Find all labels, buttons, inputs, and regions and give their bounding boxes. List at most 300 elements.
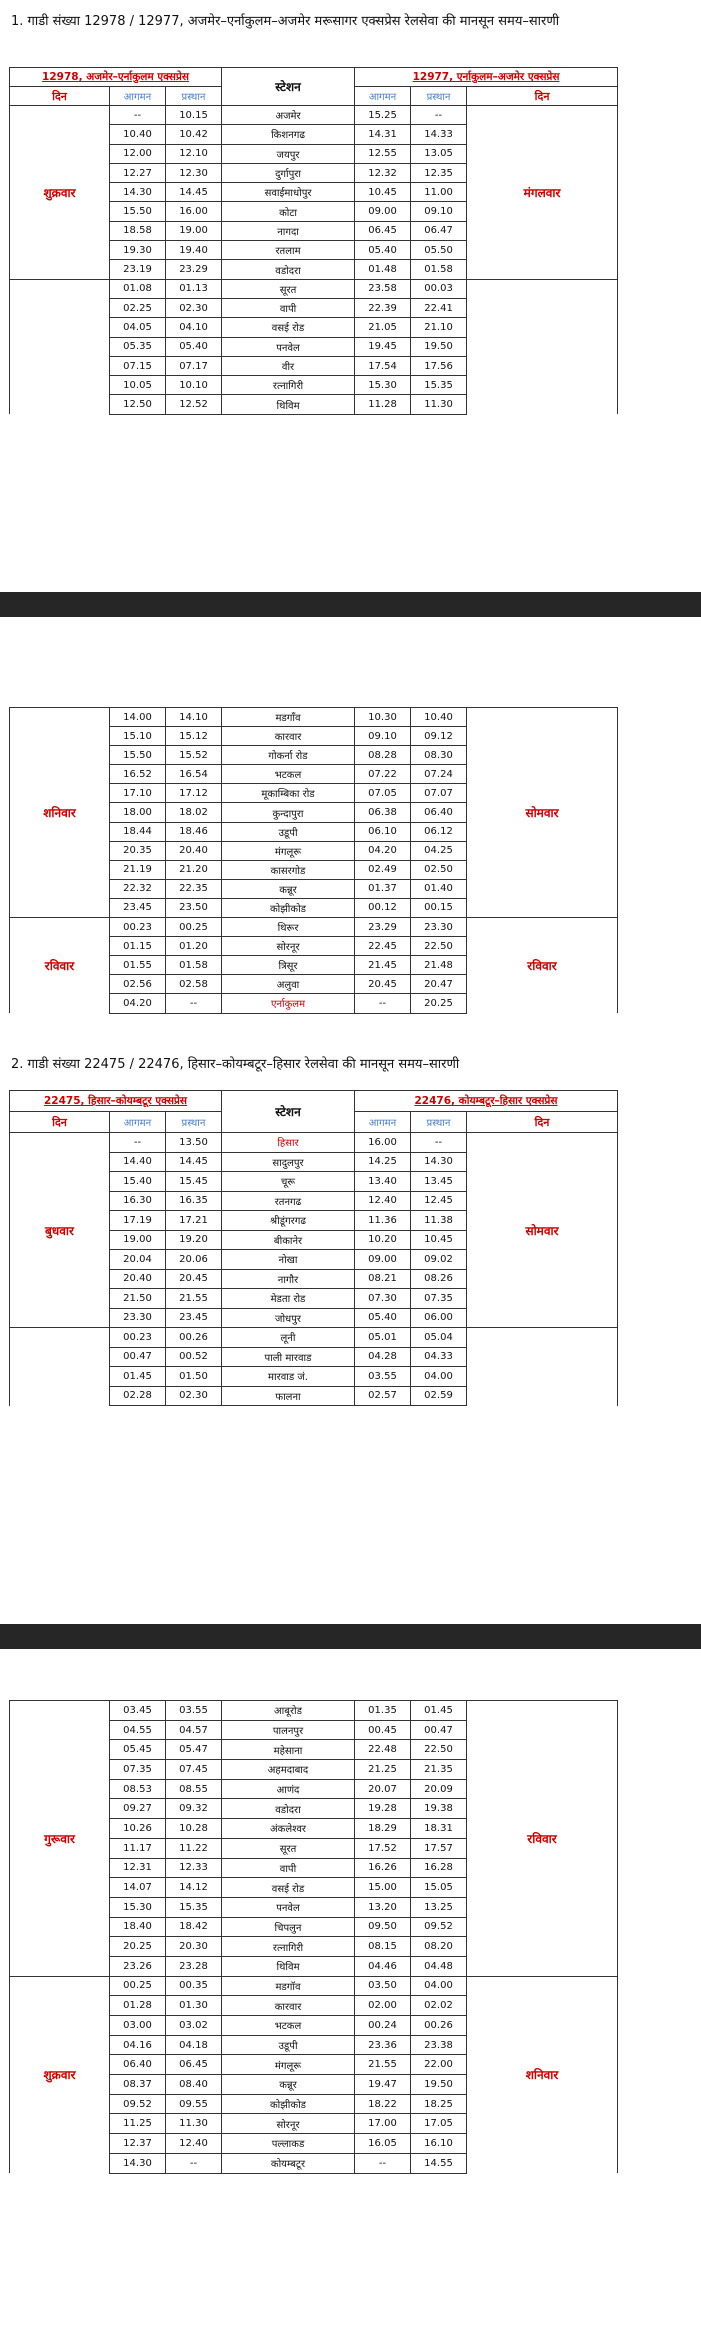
station-name-cell: थिविम xyxy=(222,395,355,414)
right-arrival-cell: 01.35 xyxy=(355,1701,411,1721)
right-departure-cell: 04.25 xyxy=(411,841,467,860)
right-departure-cell: 04.00 xyxy=(411,1976,467,1996)
station-name-cell: कोटा xyxy=(222,202,355,221)
left-departure-cell: 00.26 xyxy=(166,1328,222,1348)
table-row xyxy=(10,1976,618,1996)
right-departure-cell: 07.24 xyxy=(411,765,467,784)
station-name-cell: वापी xyxy=(222,1858,355,1878)
right-departure-cell: 06.00 xyxy=(411,1308,467,1328)
station-name-cell: मंगलूरू xyxy=(222,841,355,860)
station-name-cell: जयपुर xyxy=(222,144,355,163)
left-arrival-cell: 20.25 xyxy=(110,1937,166,1957)
left-departure-cell: 18.42 xyxy=(166,1917,222,1937)
station-name-cell: कन्नूर xyxy=(222,2075,355,2095)
right-departure-cell: 08.20 xyxy=(411,1937,467,1957)
left-day-header: दिन xyxy=(10,87,110,106)
station-header: स्टेशन xyxy=(222,68,355,106)
right-arrival-cell: 08.15 xyxy=(355,1937,411,1957)
right-arrival-cell: 07.22 xyxy=(355,765,411,784)
station-name-cell: सूरत xyxy=(222,279,355,298)
station-name-cell: दुर्गापुरा xyxy=(222,163,355,182)
left-arrival-cell: 19.00 xyxy=(110,1230,166,1250)
right-departure-cell: 16.10 xyxy=(411,2134,467,2154)
left-departure-cell: 19.00 xyxy=(166,221,222,240)
left-departure-cell: 11.22 xyxy=(166,1838,222,1858)
station-name-cell: कासरगोड xyxy=(222,860,355,879)
station-name-cell: अलुवा xyxy=(222,975,355,994)
right-arrival-cell: 08.21 xyxy=(355,1269,411,1289)
right-departure-cell: 11.38 xyxy=(411,1211,467,1231)
right-departure-cell: 11.00 xyxy=(411,183,467,202)
left-arrival-cell: 20.04 xyxy=(110,1250,166,1270)
left-departure-cell: 01.30 xyxy=(166,1996,222,2016)
left-departure-cell: 01.20 xyxy=(166,937,222,956)
right-arrival-cell: 21.25 xyxy=(355,1760,411,1780)
right-arrival-cell: 04.28 xyxy=(355,1347,411,1367)
left-arrival-cell: 21.50 xyxy=(110,1289,166,1309)
right-arrival-cell: 00.12 xyxy=(355,898,411,917)
left-departure-cell: 23.45 xyxy=(166,1308,222,1328)
station-name-cell: नागौर xyxy=(222,1269,355,1289)
station-name-cell: महेसाना xyxy=(222,1740,355,1760)
right-departure-cell: 08.26 xyxy=(411,1269,467,1289)
right-arrival-cell: 20.07 xyxy=(355,1779,411,1799)
left-arrival-cell: 23.45 xyxy=(110,898,166,917)
left-arrival-cell: 04.20 xyxy=(110,994,166,1013)
left-departure-cell: 23.29 xyxy=(166,260,222,279)
left-arrival-cell: 15.40 xyxy=(110,1172,166,1192)
right-departure-cell: 14.55 xyxy=(411,2153,467,2173)
right-departure-cell: 09.12 xyxy=(411,727,467,746)
right-arrival-cell: 12.55 xyxy=(355,144,411,163)
left-arrival-cell: 04.55 xyxy=(110,1720,166,1740)
table-row xyxy=(10,106,618,125)
station-name-cell: कारवार xyxy=(222,727,355,746)
left-arrival-cell: 07.35 xyxy=(110,1760,166,1780)
right-arrival-cell: 05.40 xyxy=(355,241,411,260)
right-arrival-cell: 02.00 xyxy=(355,1996,411,2016)
station-name-cell: वसई रोड xyxy=(222,1878,355,1898)
right-arrival-cell: -- xyxy=(355,2153,411,2173)
right-arrival-cell: 07.05 xyxy=(355,784,411,803)
station-name-cell: चूरू xyxy=(222,1172,355,1192)
left-arrival-cell: 20.35 xyxy=(110,841,166,860)
right-departure-cell: 01.45 xyxy=(411,1701,467,1721)
right-arrival-header: आगमन xyxy=(355,87,411,106)
station-name-cell: कुन्दापुरा xyxy=(222,803,355,822)
left-arrival-cell: 14.07 xyxy=(110,1878,166,1898)
right-arrival-cell: 17.52 xyxy=(355,1838,411,1858)
left-departure-cell: 03.55 xyxy=(166,1701,222,1721)
right-arrival-cell: 21.55 xyxy=(355,2055,411,2075)
right-arrival-cell: 03.55 xyxy=(355,1367,411,1387)
right-departure-cell: 17.57 xyxy=(411,1838,467,1858)
right-departure-cell: 01.40 xyxy=(411,879,467,898)
left-arrival-cell: 00.25 xyxy=(110,1976,166,1996)
left-arrival-cell: 15.10 xyxy=(110,727,166,746)
left-arrival-cell: 11.17 xyxy=(110,1838,166,1858)
left-arrival-cell: 10.26 xyxy=(110,1819,166,1839)
table-row xyxy=(10,708,618,727)
right-day-cell: सोमवार xyxy=(467,1133,618,1328)
station-name-cell: पल्लाकड xyxy=(222,2134,355,2154)
right-arrival-cell: 07.30 xyxy=(355,1289,411,1309)
right-arrival-cell: 22.48 xyxy=(355,1740,411,1760)
left-day-cell: शुक्रवार xyxy=(10,106,110,280)
left-arrival-cell: 05.45 xyxy=(110,1740,166,1760)
right-arrival-cell: 10.20 xyxy=(355,1230,411,1250)
left-arrival-cell: 15.30 xyxy=(110,1897,166,1917)
left-departure-cell: 23.50 xyxy=(166,898,222,917)
station-name-cell: मूकाम्बिका रोड xyxy=(222,784,355,803)
left-departure-cell: -- xyxy=(166,994,222,1013)
left-departure-header: प्रस्थान xyxy=(166,87,222,106)
left-arrival-cell: 12.37 xyxy=(110,2134,166,2154)
left-arrival-cell: 04.05 xyxy=(110,318,166,337)
right-departure-cell: 02.02 xyxy=(411,1996,467,2016)
left-arrival-cell: 14.40 xyxy=(110,1152,166,1172)
left-arrival-cell: 01.15 xyxy=(110,937,166,956)
left-departure-cell: 21.20 xyxy=(166,860,222,879)
right-departure-cell: 05.04 xyxy=(411,1328,467,1348)
right-arrival-cell: 21.05 xyxy=(355,318,411,337)
left-arrival-cell: 01.55 xyxy=(110,956,166,975)
left-arrival-cell: 19.30 xyxy=(110,241,166,260)
right-arrival-cell: 10.45 xyxy=(355,183,411,202)
left-departure-cell: 03.02 xyxy=(166,2016,222,2036)
right-departure-cell: 08.30 xyxy=(411,746,467,765)
left-arrival-cell: 11.25 xyxy=(110,2114,166,2134)
right-departure-cell: 14.33 xyxy=(411,125,467,144)
left-departure-cell: 10.10 xyxy=(166,376,222,395)
table-row xyxy=(10,1133,618,1153)
right-arrival-cell: 17.00 xyxy=(355,2114,411,2134)
left-day-header: दिन xyxy=(10,1112,110,1133)
left-arrival-cell: 09.52 xyxy=(110,2094,166,2114)
right-departure-cell: 06.12 xyxy=(411,822,467,841)
station-name-cell: वडोदरा xyxy=(222,260,355,279)
right-arrival-cell: 06.45 xyxy=(355,221,411,240)
station-name-cell: कोझीकोड xyxy=(222,2094,355,2114)
right-departure-cell: 15.35 xyxy=(411,376,467,395)
station-name-cell: सोरनूर xyxy=(222,937,355,956)
left-departure-cell: 19.20 xyxy=(166,1230,222,1250)
right-departure-cell: 21.10 xyxy=(411,318,467,337)
left-arrival-cell: 02.28 xyxy=(110,1386,166,1406)
right-arrival-cell: 22.39 xyxy=(355,298,411,317)
right-departure-cell: 18.25 xyxy=(411,2094,467,2114)
right-arrival-cell: 22.45 xyxy=(355,937,411,956)
left-arrival-cell: 15.50 xyxy=(110,746,166,765)
station-name-cell: मंगलूरू xyxy=(222,2055,355,2075)
station-name-cell: कोझीकोड xyxy=(222,898,355,917)
right-departure-cell: 16.28 xyxy=(411,1858,467,1878)
left-departure-cell: 09.32 xyxy=(166,1799,222,1819)
right-arrival-cell: 13.40 xyxy=(355,1172,411,1192)
left-departure-cell: 09.55 xyxy=(166,2094,222,2114)
section1-title: 1. गाडी संख्या 12978 / 12977, अजमेर–एर्नाकुलम–अजमेर मरूसागर एक्सप्रेस रेलसेवा की मानसून समय–सारणी xyxy=(11,14,560,29)
station-name-cell: आबूरोड xyxy=(222,1701,355,1721)
right-day-header: दिन xyxy=(467,1112,618,1133)
left-departure-cell: 01.58 xyxy=(166,956,222,975)
right-departure-cell: 04.33 xyxy=(411,1347,467,1367)
left-departure-cell: 00.52 xyxy=(166,1347,222,1367)
left-arrival-cell: 18.40 xyxy=(110,1917,166,1937)
timetable-12978-part2 xyxy=(9,707,618,1014)
timetable-12978-part1 xyxy=(9,67,618,415)
left-arrival-cell: 07.15 xyxy=(110,356,166,375)
station-header: स्टेशन xyxy=(222,1091,355,1133)
left-arrival-cell: 10.05 xyxy=(110,376,166,395)
timetable-22475-part2 xyxy=(9,1700,618,2174)
table-row xyxy=(10,279,618,298)
right-arrival-cell: -- xyxy=(355,994,411,1013)
right-day-cell: शनिवार xyxy=(467,1976,618,2173)
right-arrival-cell: 15.25 xyxy=(355,106,411,125)
left-arrival-cell: 15.50 xyxy=(110,202,166,221)
left-arrival-cell: 21.19 xyxy=(110,860,166,879)
left-departure-cell: 20.30 xyxy=(166,1937,222,1957)
left-departure-cell: 22.35 xyxy=(166,879,222,898)
left-arrival-cell: 18.44 xyxy=(110,822,166,841)
left-departure-cell: 07.45 xyxy=(166,1760,222,1780)
left-departure-cell: 07.17 xyxy=(166,356,222,375)
left-departure-cell: 23.28 xyxy=(166,1956,222,1976)
left-departure-cell: 02.58 xyxy=(166,975,222,994)
right-day-cell: मंगलवार xyxy=(467,106,618,280)
station-name-cell: कारवार xyxy=(222,1996,355,2016)
left-arrival-cell: 08.37 xyxy=(110,2075,166,2095)
right-departure-cell: 00.47 xyxy=(411,1720,467,1740)
right-arrival-cell: 11.36 xyxy=(355,1211,411,1231)
right-day-cell: रविवार xyxy=(467,1701,618,1977)
left-departure-cell: 12.40 xyxy=(166,2134,222,2154)
right-departure-cell: 20.47 xyxy=(411,975,467,994)
right-departure-cell: 00.03 xyxy=(411,279,467,298)
left-departure-cell: 16.00 xyxy=(166,202,222,221)
right-arrival-cell: 21.45 xyxy=(355,956,411,975)
left-departure-cell: 04.57 xyxy=(166,1720,222,1740)
station-name-cell: पालनपुर xyxy=(222,1720,355,1740)
station-name-cell: लूनी xyxy=(222,1328,355,1348)
right-arrival-cell: 04.46 xyxy=(355,1956,411,1976)
right-departure-cell: 18.31 xyxy=(411,1819,467,1839)
right-departure-cell: 19.38 xyxy=(411,1799,467,1819)
left-departure-cell: 14.45 xyxy=(166,183,222,202)
right-arrival-cell: 05.01 xyxy=(355,1328,411,1348)
section2-title: 2. गाडी संख्या 22475 / 22476, हिसार–कोयम्बटूर–हिसार रेलसेवा की मानसून समय–सारणी xyxy=(11,1057,460,1072)
station-name-cell: पनवेल xyxy=(222,337,355,356)
page-break-band xyxy=(0,592,701,617)
station-name-cell: नागदा xyxy=(222,221,355,240)
left-departure-cell: 16.54 xyxy=(166,765,222,784)
right-day-cell: रविवार xyxy=(467,918,618,1013)
left-arrival-cell: 01.28 xyxy=(110,1996,166,2016)
left-departure-cell: 04.18 xyxy=(166,2035,222,2055)
station-name-cell: सोरनूर xyxy=(222,2114,355,2134)
left-arrival-cell: 09.27 xyxy=(110,1799,166,1819)
left-departure-cell: 14.45 xyxy=(166,1152,222,1172)
right-arrival-cell: 10.30 xyxy=(355,708,411,727)
right-departure-cell: -- xyxy=(411,106,467,125)
left-departure-cell: -- xyxy=(166,2153,222,2173)
right-departure-cell: 12.45 xyxy=(411,1191,467,1211)
right-arrival-cell: 23.29 xyxy=(355,918,411,937)
station-name-cell: मडगॉव xyxy=(222,1976,355,1996)
right-departure-cell: 22.41 xyxy=(411,298,467,317)
right-arrival-cell: 09.00 xyxy=(355,1250,411,1270)
right-arrival-cell: 06.38 xyxy=(355,803,411,822)
left-arrival-header: आगमन xyxy=(110,87,166,106)
right-departure-cell: 05.50 xyxy=(411,241,467,260)
right-arrival-cell: 17.54 xyxy=(355,356,411,375)
left-day-cell xyxy=(10,279,110,414)
left-departure-cell: 00.35 xyxy=(166,1976,222,1996)
left-arrival-cell: 08.53 xyxy=(110,1779,166,1799)
right-departure-cell: 09.52 xyxy=(411,1917,467,1937)
left-day-cell: शुक्रवार xyxy=(10,1976,110,2173)
left-departure-cell: 02.30 xyxy=(166,298,222,317)
station-name-cell: जोधपुर xyxy=(222,1308,355,1328)
left-departure-cell: 12.30 xyxy=(166,163,222,182)
right-departure-cell: 13.45 xyxy=(411,1172,467,1192)
right-arrival-cell: 23.36 xyxy=(355,2035,411,2055)
left-arrival-cell: 20.40 xyxy=(110,1269,166,1289)
right-arrival-cell: 00.45 xyxy=(355,1720,411,1740)
station-name-cell: श्रीडूंगरगढ xyxy=(222,1211,355,1231)
station-name-cell: रत्नागिरी xyxy=(222,1937,355,1957)
right-day-cell xyxy=(467,279,618,414)
station-name-cell: नोखा xyxy=(222,1250,355,1270)
station-name-cell: सवाईमाधोपुर xyxy=(222,183,355,202)
right-departure-cell: 17.56 xyxy=(411,356,467,375)
page-break-band-2 xyxy=(0,1624,701,1649)
left-arrival-cell: 14.00 xyxy=(110,708,166,727)
right-departure-cell: 22.50 xyxy=(411,937,467,956)
left-arrival-cell: 10.40 xyxy=(110,125,166,144)
right-departure-cell: 07.35 xyxy=(411,1289,467,1309)
station-name-cell: चिपलुन xyxy=(222,1917,355,1937)
right-arrival-cell: 15.00 xyxy=(355,1878,411,1898)
left-departure-cell: 15.45 xyxy=(166,1172,222,1192)
right-departure-cell: 15.05 xyxy=(411,1878,467,1898)
right-departure-cell: 21.35 xyxy=(411,1760,467,1780)
left-departure-header: प्रस्थान xyxy=(166,1112,222,1133)
left-train-name: 22475, हिसार–कोयम्बटूर एक्सप्रेस xyxy=(10,1091,222,1112)
right-train-name: 22476, कोयम्बटूर–हिसार एक्सप्रेस xyxy=(355,1091,618,1112)
right-departure-cell: 23.38 xyxy=(411,2035,467,2055)
station-name-cell: वडोदरा xyxy=(222,1799,355,1819)
right-arrival-cell: 18.22 xyxy=(355,2094,411,2114)
left-departure-cell: 20.45 xyxy=(166,1269,222,1289)
right-arrival-cell: 16.05 xyxy=(355,2134,411,2154)
left-departure-cell: 05.40 xyxy=(166,337,222,356)
right-arrival-cell: 19.47 xyxy=(355,2075,411,2095)
left-departure-cell: 11.30 xyxy=(166,2114,222,2134)
right-day-cell xyxy=(467,1328,618,1406)
left-arrival-cell: 12.27 xyxy=(110,163,166,182)
right-departure-cell: 02.50 xyxy=(411,860,467,879)
right-departure-cell: 22.00 xyxy=(411,2055,467,2075)
left-arrival-cell: 00.47 xyxy=(110,1347,166,1367)
left-arrival-cell: 16.30 xyxy=(110,1191,166,1211)
right-arrival-cell: 03.50 xyxy=(355,1976,411,1996)
left-departure-cell: 08.40 xyxy=(166,2075,222,2095)
right-departure-cell: 06.47 xyxy=(411,221,467,240)
station-name-cell: अहमदाबाद xyxy=(222,1760,355,1780)
right-arrival-cell: 05.40 xyxy=(355,1308,411,1328)
station-name-cell: सूरत xyxy=(222,1838,355,1858)
station-name-cell: उडूपी xyxy=(222,822,355,841)
station-name-cell: थिविम xyxy=(222,1956,355,1976)
right-arrival-cell: 09.50 xyxy=(355,1917,411,1937)
left-departure-cell: 10.15 xyxy=(166,106,222,125)
station-name-cell: रत्नागिरी xyxy=(222,376,355,395)
right-arrival-cell: 08.28 xyxy=(355,746,411,765)
left-day-cell: गुरूवार xyxy=(10,1701,110,1977)
left-departure-cell: 18.02 xyxy=(166,803,222,822)
left-departure-cell: 12.10 xyxy=(166,144,222,163)
station-name-cell: मेडता रोड xyxy=(222,1289,355,1309)
right-departure-cell: 10.40 xyxy=(411,708,467,727)
left-arrival-cell: 17.10 xyxy=(110,784,166,803)
left-arrival-cell: 03.00 xyxy=(110,2016,166,2036)
left-departure-cell: 05.47 xyxy=(166,1740,222,1760)
right-arrival-cell: 23.58 xyxy=(355,279,411,298)
station-name-cell: किशनगढ xyxy=(222,125,355,144)
station-name-cell: रतनगढ xyxy=(222,1191,355,1211)
left-arrival-cell: 16.52 xyxy=(110,765,166,784)
left-arrival-cell: 12.31 xyxy=(110,1858,166,1878)
left-arrival-cell: 00.23 xyxy=(110,918,166,937)
left-departure-cell: 04.10 xyxy=(166,318,222,337)
left-arrival-cell: 04.16 xyxy=(110,2035,166,2055)
right-departure-cell: 17.05 xyxy=(411,2114,467,2134)
left-arrival-cell: 05.35 xyxy=(110,337,166,356)
right-departure-cell: 10.45 xyxy=(411,1230,467,1250)
right-arrival-cell: 00.24 xyxy=(355,2016,411,2036)
right-arrival-cell: 02.57 xyxy=(355,1386,411,1406)
left-departure-cell: 15.35 xyxy=(166,1897,222,1917)
left-departure-cell: 01.50 xyxy=(166,1367,222,1387)
left-arrival-cell: 12.50 xyxy=(110,395,166,414)
left-departure-cell: 15.12 xyxy=(166,727,222,746)
station-name-cell: एर्नाकुलम xyxy=(222,994,355,1013)
right-departure-cell: -- xyxy=(411,1133,467,1153)
left-arrival-cell: 14.30 xyxy=(110,183,166,202)
right-arrival-header: आगमन xyxy=(355,1112,411,1133)
right-departure-cell: 11.30 xyxy=(411,395,467,414)
right-arrival-cell: 01.37 xyxy=(355,879,411,898)
right-arrival-cell: 20.45 xyxy=(355,975,411,994)
left-day-cell: रविवार xyxy=(10,918,110,1013)
left-arrival-cell: 01.08 xyxy=(110,279,166,298)
right-departure-cell: 02.59 xyxy=(411,1386,467,1406)
right-arrival-cell: 13.20 xyxy=(355,1897,411,1917)
table-row xyxy=(10,918,618,937)
station-name-cell: कोयम्बटूर xyxy=(222,2153,355,2173)
left-day-cell: शनिवार xyxy=(10,708,110,918)
left-departure-cell: 14.12 xyxy=(166,1878,222,1898)
left-departure-cell: 16.35 xyxy=(166,1191,222,1211)
left-arrival-cell: 00.23 xyxy=(110,1328,166,1348)
right-arrival-cell: 16.26 xyxy=(355,1858,411,1878)
left-departure-cell: 02.30 xyxy=(166,1386,222,1406)
right-departure-cell: 20.09 xyxy=(411,1779,467,1799)
right-departure-cell: 13.25 xyxy=(411,1897,467,1917)
right-train-name: 12977, एर्नाकुलम–अजमेर एक्सप्रेस xyxy=(355,68,618,87)
right-departure-cell: 07.07 xyxy=(411,784,467,803)
